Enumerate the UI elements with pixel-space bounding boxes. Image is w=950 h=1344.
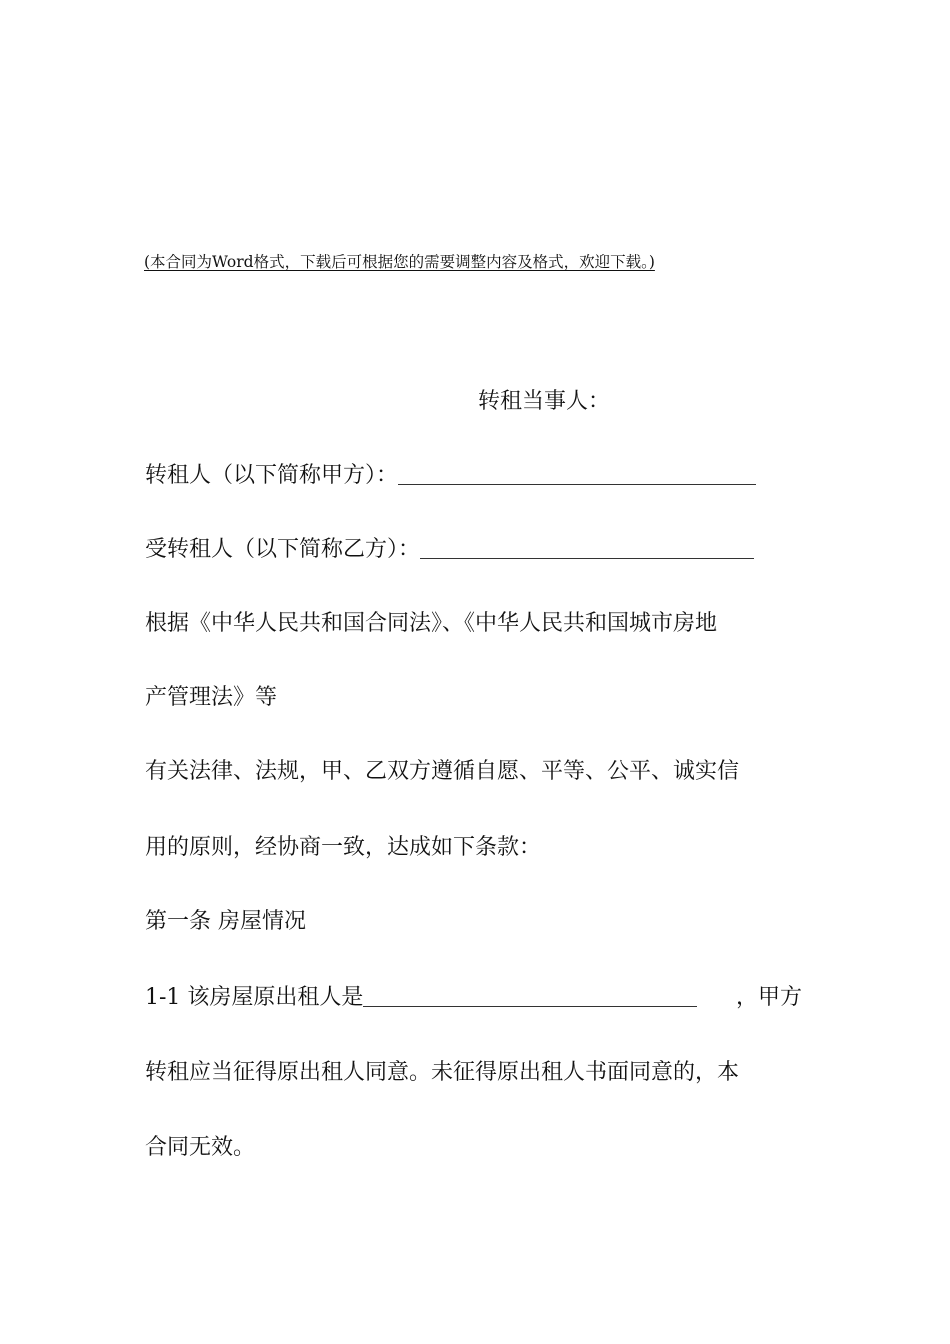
- clause-1-1-prefix: 1-1 该房屋原出租人是: [145, 985, 364, 1010]
- lessor-label: 转租人（以下简称甲方）：: [145, 463, 399, 488]
- basis-line-3: 有关法律、法规，甲、乙双方遵循自愿、平等、公平、诚实信: [145, 759, 740, 784]
- section-title: 转租当事人：: [478, 389, 611, 414]
- clause-1-1-line: [145, 983, 697, 1013]
- clause-1-1-line-3: 合同无效。: [145, 1135, 256, 1160]
- basis-line-2: 产管理法》等: [145, 685, 278, 710]
- basis-line-4: 用的原则，经协商一致，达成如下条款：: [145, 835, 542, 860]
- clause-1-1-suffix: ，甲方: [736, 985, 803, 1010]
- lessor-line: [145, 461, 756, 491]
- lessee-blank[interactable]: [420, 536, 754, 559]
- lessor-blank[interactable]: [398, 462, 756, 485]
- lessee-label: 受转租人（以下简称乙方）：: [145, 537, 421, 562]
- article-1-title: 第一条 房屋情况: [145, 909, 306, 934]
- lessee-line: [145, 535, 754, 565]
- original-lessor-blank[interactable]: [363, 984, 697, 1007]
- basis-line-1: 根据《中华人民共和国合同法》、《中华人民共和国城市房地: [145, 611, 718, 636]
- format-notice: (本合同为Word格式，下载后可根据您的需要调整内容及格式，欢迎下载。): [144, 253, 655, 271]
- clause-1-1-line-2: 转租应当征得原出租人同意。未征得原出租人书面同意的，本: [145, 1060, 740, 1085]
